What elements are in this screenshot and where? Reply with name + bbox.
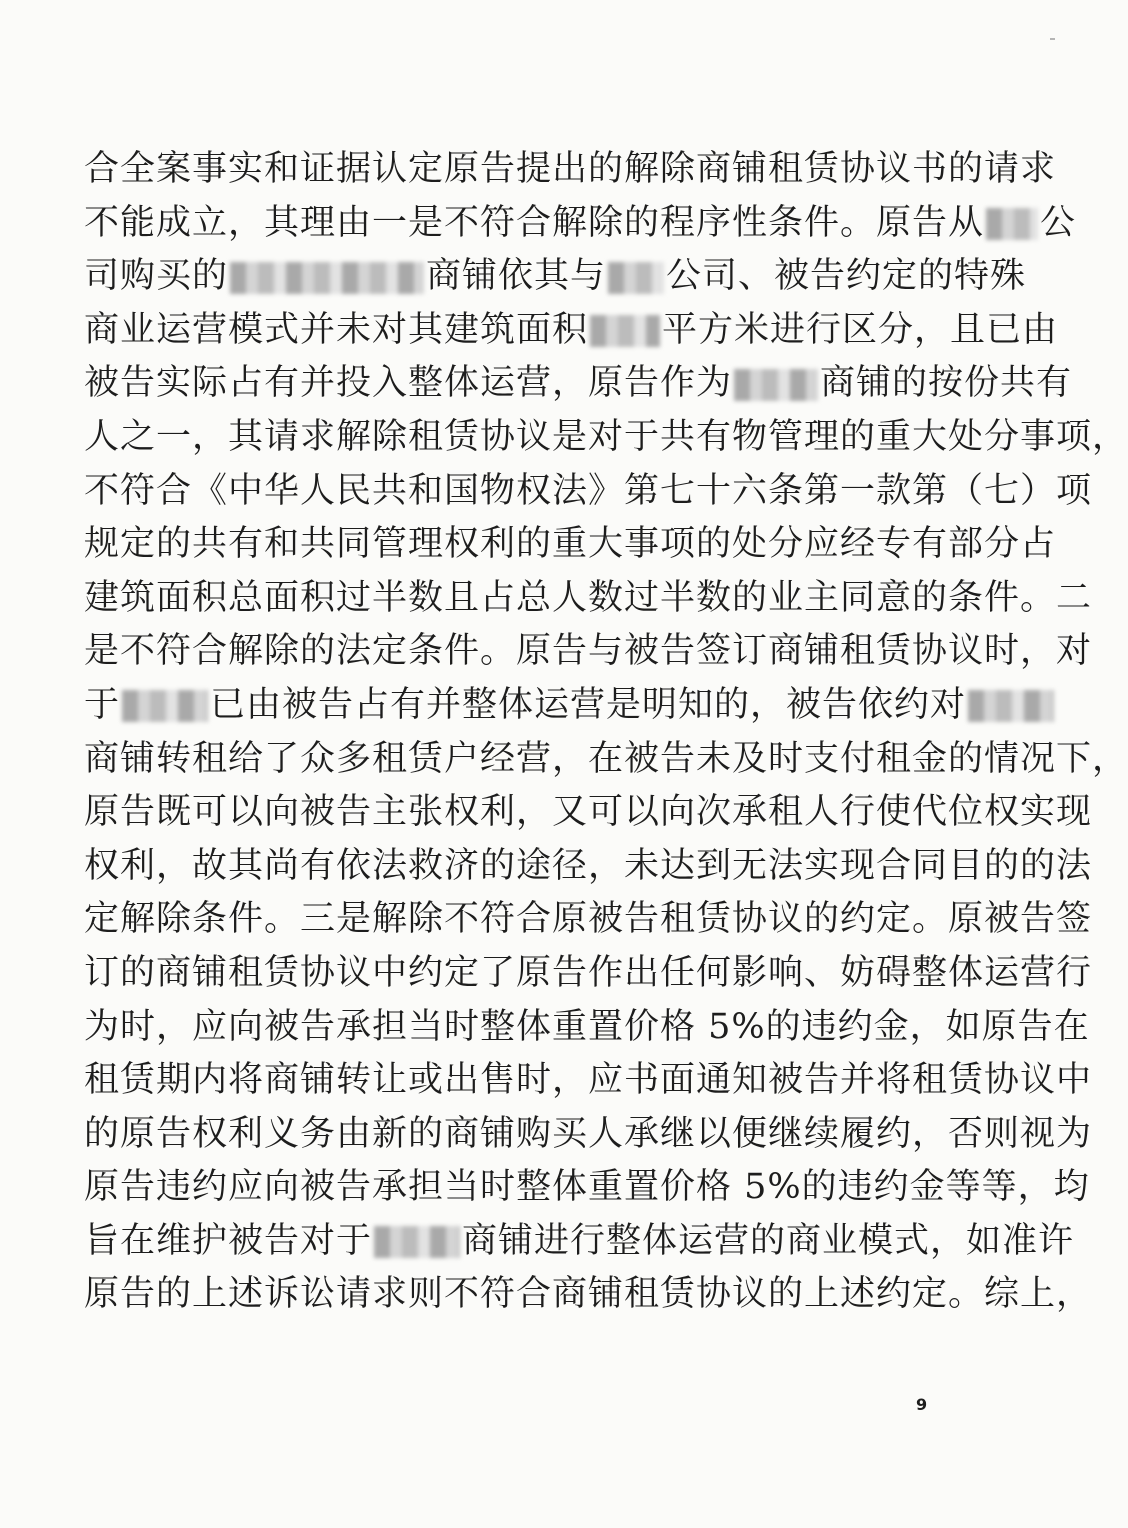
- text-segment: 商铺进行整体运营的商业模式，如准许: [462, 1220, 1075, 1261]
- redacted-block: [734, 369, 818, 401]
- text-segment: 原告违约应向被告承担当时整体重置价格 5%的违约金等等，均: [84, 1167, 1090, 1208]
- text-segment: 租赁期内将商铺转让或出售时，应书面通知被告并将租赁协议中: [84, 1060, 1093, 1101]
- text-segment: 商铺转租给了众多租赁户经营，在被告未及时支付租金的情况下，: [84, 738, 1128, 779]
- text-segment: 不能成立，其理由一是不符合解除的程序性条件。原告从: [84, 202, 985, 243]
- redacted-block: [374, 1226, 460, 1258]
- body-paragraph: [84, 143, 1128, 1322]
- redacted-block: [968, 690, 1054, 722]
- text-line: [84, 1054, 1093, 1108]
- text-segment: 不符合《中华人民共和国物权法》第七十六条第一款第（七）项: [84, 470, 1093, 511]
- text-line: [84, 1161, 1090, 1215]
- text-segment: 定解除条件。三是解除不符合原被告租赁协议的约定。原被告签: [84, 899, 1093, 940]
- redacted-block: [122, 690, 208, 722]
- text-line: [84, 947, 1093, 1001]
- text-segment: 公: [1040, 202, 1077, 243]
- text-line: [84, 465, 1093, 519]
- text-line: [84, 572, 1093, 626]
- redacted-block: [608, 262, 664, 294]
- text-line: [84, 1215, 1075, 1269]
- text-segment: 是不符合解除的法定条件。原告与被告签订商铺租赁协议时，对: [84, 631, 1093, 672]
- text-segment: 合全案事实和证据认定原告提出的解除商铺租赁协议书的请求: [84, 149, 1057, 189]
- page-number: 9: [916, 1395, 928, 1414]
- text-segment: 权利，故其尚有依法救济的途径，未达到无法实现合同目的的法: [84, 845, 1093, 886]
- text-segment: 商铺的按份共有: [820, 363, 1073, 404]
- text-segment: 原告的上述诉讼请求则不符合商铺租赁协议的上述约定。综上，: [84, 1274, 1093, 1315]
- redacted-block: [590, 315, 660, 347]
- text-segment: 人之一，其请求解除租赁协议是对于共有物管理的重大处分事项，: [84, 416, 1128, 457]
- text-segment: 商铺依其与: [426, 256, 607, 297]
- text-line: [84, 625, 1093, 679]
- text-segment: 被告实际占有并投入整体运营，原告作为: [84, 363, 733, 404]
- text-segment: 原告既可以向被告主张权利，又可以向次承租人行使代位权实现: [84, 792, 1093, 833]
- text-line: [84, 1268, 1093, 1322]
- text-segment: 规定的共有和共同管理权利的重大事项的处分应经专有部分占: [84, 524, 1057, 565]
- text-segment: 于: [84, 684, 121, 725]
- text-segment: 司购买的: [84, 256, 229, 297]
- scan-mark: [1050, 38, 1055, 40]
- text-line: [84, 357, 1073, 411]
- text-segment: 的原告权利义务由新的商铺购买人承继以便继续履约，否则视为: [84, 1113, 1093, 1154]
- text-line: [84, 143, 1057, 197]
- text-line: [84, 786, 1093, 840]
- text-line: [84, 679, 967, 733]
- redacted-block: [986, 208, 1038, 240]
- text-line: [84, 1001, 1090, 1055]
- text-segment: 商业运营模式并未对其建筑面积: [84, 309, 589, 350]
- text-line: [84, 197, 1077, 251]
- text-line: [84, 733, 1128, 787]
- text-segment: 建筑面积总面积过半数且占总人数过半数的业主同意的条件。二: [84, 577, 1093, 618]
- text-segment: 旨在维护被告对于: [84, 1220, 373, 1261]
- text-line: [84, 411, 1128, 465]
- text-line: [84, 518, 1057, 572]
- text-line: [84, 1108, 1093, 1162]
- text-line: [84, 250, 1027, 304]
- text-segment: 订的商铺租赁协议中约定了原告作出任何影响、妨碍整体运营行: [84, 952, 1093, 993]
- text-segment: 已由被告占有并整体运营是明知的，被告依约对: [210, 684, 967, 725]
- text-segment: 公司、被告约定的特殊: [666, 256, 1027, 297]
- redacted-block: [230, 262, 424, 294]
- text-line: [84, 893, 1093, 947]
- text-line: [84, 840, 1093, 894]
- text-segment: 平方米进行区分，且已由: [662, 309, 1059, 350]
- text-segment: 为时，应向被告承担当时整体重置价格 5%的违约金，如原告在: [84, 1006, 1090, 1047]
- text-line: [84, 304, 1059, 358]
